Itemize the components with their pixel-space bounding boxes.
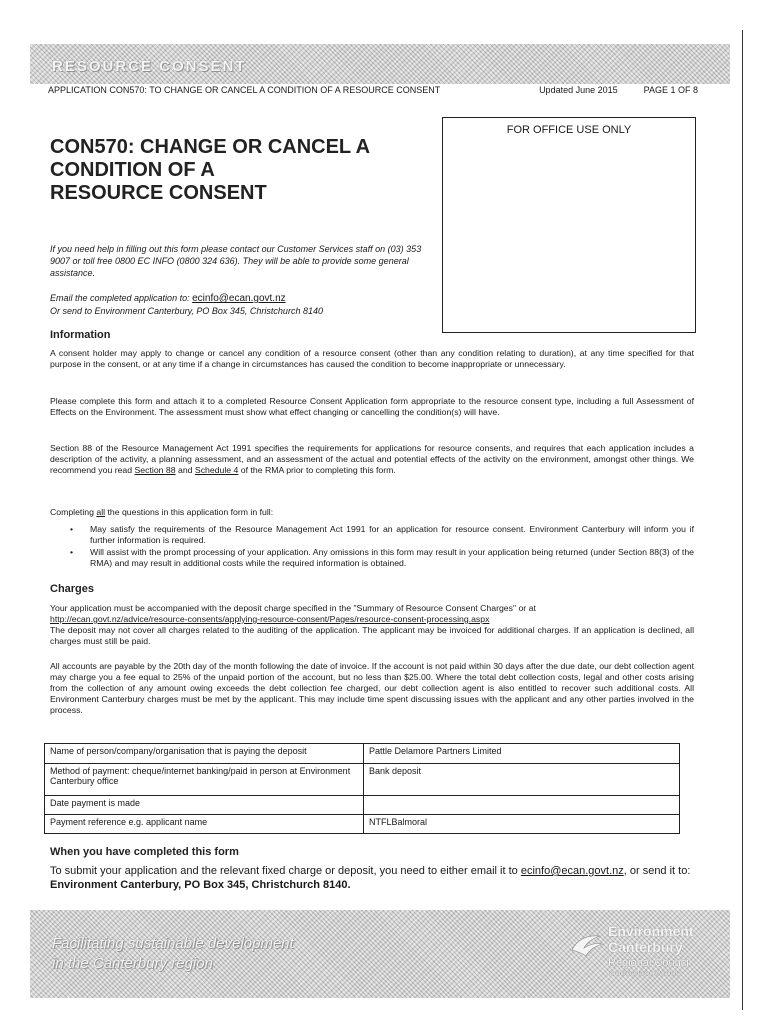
payment-field-label: Date payment is made: [45, 796, 364, 815]
payment-field-label: Method of payment: cheque/internet banking/paid in person at Environment Canterbury office: [45, 764, 364, 796]
header-band: [30, 44, 730, 84]
table-row: [45, 744, 680, 764]
environment-canterbury-logo: [570, 922, 720, 982]
title-line-2: CONDITION OF A: [50, 159, 215, 181]
page-edge-rule: [742, 30, 743, 1010]
list-item: [70, 524, 694, 546]
bullet-text: May satisfy the requirements of the Resource Management Act 1991 for an application for resource consent. Environment Canterbury will inform you if further information is required.: [90, 524, 694, 545]
office-use-label: FOR OFFICE USE ONLY: [506, 124, 632, 136]
logo-line-4: Kaunihera Taiao ki Waitaha: [608, 971, 681, 977]
header-band-title: RESOURCE CONSENT: [52, 58, 247, 75]
payment-field-value[interactable]: Pattle Delamore Partners Limited: [364, 744, 680, 764]
office-use-box: [442, 117, 696, 333]
charges-paragraph-1: [50, 603, 694, 647]
information-paragraph-4: [50, 507, 694, 518]
title-line-3: RESOURCE CONSENT: [50, 182, 267, 204]
charges-heading: Charges: [50, 583, 95, 595]
help-text: If you need help in filling out this form please contact our Customer Services staff on (03) 353 9007 or toll free 0800 EC INFO (0800 324 636). They will be able to provide some general assistance.: [50, 244, 422, 278]
section-88-link[interactable]: Section 88: [134, 465, 176, 475]
footer-band: [30, 910, 730, 998]
p4-all: all: [96, 507, 106, 517]
payment-table: [44, 743, 680, 834]
information-paragraph-3: [50, 443, 694, 476]
email-link[interactable]: ecinfo@ecan.govt.nz: [192, 293, 286, 304]
swirl-logo-icon: [570, 930, 604, 960]
information-paragraph-2: Please complete this form and attach it to a completed Resource Consent Application form appropriate to the resource consent type, including a full Assessment of Effects on the Environment. The assessment must show what effect changing or cancelling the condition(s) will have.: [50, 396, 694, 417]
payment-field-label: Payment reference e.g. applicant name: [45, 815, 364, 834]
email-instructions: [50, 292, 440, 317]
payment-field-value[interactable]: NTFLBalmoral: [364, 815, 680, 834]
logo-line-3: Regional Council: [608, 957, 692, 969]
information-paragraph-1: A consent holder may apply to change or cancel any condition of a resource consent (other than any condition relating to duration), at any time specified for that purpose in the consent, or at any time if a change in circumstances has caused the condition to become inappropriate or unnecessary.: [50, 348, 694, 369]
information-heading: Information: [50, 329, 111, 341]
application-line: APPLICATION CON570: TO CHANGE OR CANCEL A CONDITION OF A RESOURCE CONSENT: [48, 85, 441, 95]
completed-text-b: , or send it to:: [623, 865, 691, 877]
payment-field-label: Name of person/company/organisation that is paying the deposit: [45, 744, 364, 764]
footer-slogan: [52, 934, 294, 974]
completed-heading: When you have completed this form: [50, 846, 239, 858]
page-number: PAGE 1 OF 8: [643, 85, 698, 95]
completed-paragraph: [50, 864, 700, 892]
bullet-symbol: •: [70, 547, 74, 557]
title-line-1: CON570: CHANGE OR CANCEL A: [50, 136, 371, 158]
p4-text-b: the questions in this application form in full:: [105, 507, 274, 517]
charges-url-link[interactable]: http://ecan.govt.nz/advice/resource-consents/applying-resource-consent/Pages/resource-consent-processing.aspx: [50, 614, 490, 624]
slogan-line-1: Facilitating sustainable development: [52, 935, 294, 952]
bullet-list: [70, 524, 694, 570]
p3-text-c: of the RMA prior to completing this form.: [238, 465, 396, 475]
charges-paragraph-2: All accounts are payable by the 20th day of the month following the date of invoice. If the account is not paid within 30 days after the due date, our debt collection agent may charge you a fee equal to 25% of the unpaid portion of the account, but no less than $25.00. Where the total debt collection costs, legal and other costs arising from the collection of any amount owing exceeds the debt collection fee charged, our debt collection agent is also entitled to recover such additional costs. All Environment Canterbury charges must be met by the applicant. This may include time spent discussing issues with the applicant and any other parties involved in the process.: [50, 661, 694, 715]
bullet-text: Will assist with the prompt processing of your application. Any omissions in this form may result in your application being returned (under Section 88(3) of the RMA) and may result in additional costs while the required information is obtained.: [90, 547, 694, 568]
charges-text-b: The deposit may not cover all charges related to the auditing of the application. The applicant may be invoiced for additional charges. If an application is declined, all charges must still be paid.: [50, 625, 694, 646]
post-address: Or send to Environment Canterbury, PO Box 345, Christchurch 8140: [50, 306, 323, 316]
table-row: [45, 796, 680, 815]
p4-text-a: Completing: [50, 507, 97, 517]
schedule-4-link[interactable]: Schedule 4: [194, 465, 239, 475]
p3-text-b: and: [175, 465, 195, 475]
completed-address: Environment Canterbury, PO Box 345, Christchurch 8140.: [50, 879, 351, 891]
logo-line-1: Environment: [608, 923, 694, 939]
document-title: [50, 136, 430, 205]
logo-line-2: Canterbury: [608, 939, 683, 955]
bullet-symbol: •: [70, 524, 74, 534]
header-row: [48, 85, 698, 95]
payment-field-value[interactable]: Bank deposit: [364, 764, 680, 796]
payment-field-value[interactable]: [364, 796, 680, 815]
updated-date: Updated June 2015: [539, 85, 618, 95]
completed-email-link[interactable]: ecinfo@ecan.govt.nz: [520, 865, 624, 877]
table-row: [45, 764, 680, 796]
completed-text-a: To submit your application and the relevant fixed charge or deposit, you need to either email it to: [50, 865, 521, 877]
p3-text-a: Section 88 of the Resource Management Act 1991 specifies the requirements for applications for resource consents, and requires that each application includes a description of the activity, a planning assessment, and an assessment of the actual and potential effects of the activity on the environment, amongst other things. We recommend you read: [50, 443, 694, 475]
list-item: [70, 547, 694, 569]
email-prefix: Email the completed application to:: [50, 293, 193, 303]
slogan-line-2: in the Canterbury region: [52, 955, 213, 972]
charges-text-a: Your application must be accompanied with the deposit charge specified in the "Summary of Resource Consent Charges" or at: [50, 603, 536, 613]
table-row: [45, 815, 680, 834]
